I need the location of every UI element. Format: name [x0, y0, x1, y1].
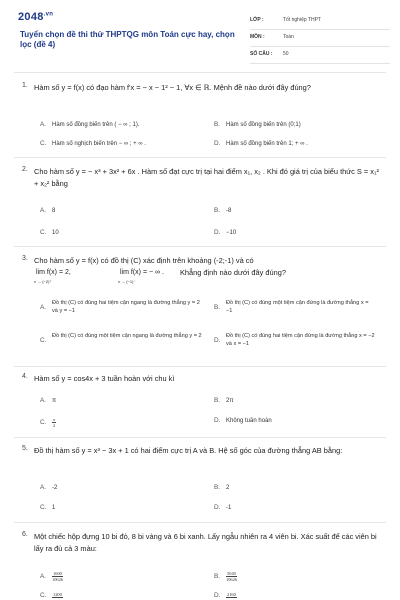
- option-b[interactable]: [214, 484, 229, 492]
- option-key: D.: [214, 337, 221, 344]
- question-number: 4.: [22, 373, 28, 380]
- option-text: -1: [226, 505, 232, 511]
- option-text: 10: [52, 230, 59, 236]
- option-text: Đồ thị (C) có đúng một tiệm cận đứng là đường thẳng x = −1: [226, 300, 369, 314]
- option-text: Đồ thị (C) có đúng một tiệm cận ngang là đường thẳng y = 2: [52, 333, 202, 339]
- option-a[interactable]: [40, 121, 140, 129]
- option-d[interactable]: [214, 417, 272, 425]
- option-b[interactable]: [214, 397, 233, 405]
- option-key: C.: [40, 229, 47, 236]
- meta-row-count: [250, 50, 390, 64]
- option-text: -8: [226, 208, 232, 214]
- option-key: D.: [214, 417, 221, 424]
- option-key: B.: [214, 484, 221, 491]
- fraction-numerator: 1600: [53, 571, 62, 576]
- option-c[interactable]: [40, 229, 59, 237]
- option-key: C.: [40, 504, 47, 511]
- option-c[interactable]: [40, 140, 146, 148]
- option-text: Hàm số đồng biến trên (0;1): [226, 122, 301, 128]
- meta-table: [250, 16, 390, 67]
- option-key: C.: [40, 592, 47, 599]
- divider: [14, 522, 386, 523]
- option-c[interactable]: [40, 332, 205, 352]
- option-key: A.: [40, 304, 47, 311]
- meta-row-subject: [250, 33, 390, 47]
- question-text: Hàm số y = cos4x + 3 tuần hoàn với chu kì: [34, 374, 175, 383]
- site-logo[interactable]: [18, 11, 53, 23]
- logo-suffix: .vn: [43, 11, 54, 18]
- question-text: Cho hàm số y = − x³ + 3x² + 6x . Hàm số đạt cực trị tại hai điểm x₁, x₂ . Khi đó giá trị của biểu thức S = x₁² + x₂² bằng: [34, 167, 379, 188]
- limit-2-sub: x → (−1)⁻: [118, 279, 136, 284]
- option-key: A.: [40, 121, 47, 128]
- option-a[interactable]: [40, 571, 63, 582]
- option-key: C.: [40, 419, 47, 427]
- option-a[interactable]: [40, 207, 55, 215]
- option-b[interactable]: [214, 121, 301, 129]
- option-d[interactable]: [214, 332, 379, 352]
- option-d[interactable]: [214, 229, 236, 237]
- divider: [14, 246, 386, 247]
- meta-value: Toán: [283, 34, 294, 40]
- limit-2: lim f(x) = − ∞ .: [120, 269, 164, 276]
- question-number: 3.: [22, 255, 28, 262]
- option-d[interactable]: [214, 504, 231, 512]
- option-text: 8: [52, 208, 56, 214]
- fraction-denominator: 10626: [226, 577, 237, 582]
- meta-label: LỚP :: [250, 17, 264, 23]
- option-fraction: [226, 592, 237, 598]
- option-key: D.: [214, 229, 221, 236]
- option-key: A.: [40, 484, 47, 491]
- question-text: Đồ thị hàm số y = x³ − 3x + 1 có hai điểm cực trị A và B. Hệ số góc của đường thẳng AB bằng:: [34, 446, 343, 455]
- option-d[interactable]: [214, 592, 237, 600]
- option-fraction: [52, 571, 63, 582]
- option-text: Đồ thị (C) có đúng hai tiệm cận ngang là đường thẳng y = 2 và y = −1: [52, 300, 200, 314]
- option-key: B.: [214, 573, 221, 581]
- question-text-tail: Khẳng định nào dưới đây đúng?: [180, 268, 286, 277]
- option-fraction: [226, 571, 237, 582]
- meta-row-class: [250, 16, 390, 30]
- limit-1-sub: x → (−2)⁺: [34, 279, 52, 284]
- fraction-numerator: 2160: [227, 592, 236, 598]
- limit-line: [34, 267, 379, 284]
- question-text: [34, 255, 379, 284]
- option-text: π: [52, 398, 57, 404]
- divider: [14, 157, 386, 158]
- option-key: D.: [214, 504, 221, 511]
- question-text: Hàm số y = f(x) có đạo hàm f'x = − x − 1² − 1, ∀x ∈ ℝ. Mệnh đề nào dưới đây đúng?: [34, 83, 311, 92]
- limit-1: lim f(x) = 2,: [36, 269, 71, 276]
- question-number: 1.: [22, 82, 28, 89]
- option-c[interactable]: [40, 592, 63, 600]
- option-text: Đồ thị (C) có đúng hai tiệm cận đứng là đường thẳng x = −2 và x = −1: [226, 333, 375, 347]
- fraction-denominator: 2: [53, 423, 56, 428]
- option-a[interactable]: [40, 484, 57, 492]
- option-key: A.: [40, 397, 47, 404]
- meta-label: SỐ CÂU :: [250, 51, 273, 57]
- option-text: Không tuần hoàn: [226, 418, 272, 424]
- question-number: 2.: [22, 166, 28, 173]
- option-key: B.: [214, 121, 221, 128]
- option-a[interactable]: [40, 397, 56, 405]
- question-text: Một chiếc hộp đựng 10 bi đỏ, 8 bi vàng và 6 bi xanh. Lấy ngẫu nhiên ra 4 viên bi. Xác suất để các viên bi lấy ra đủ cả 3 màu:: [34, 532, 377, 553]
- document-title: Tuyển chọn đề thi thử THPTQG môn Toán cực hay, chọn lọc (đề 4): [20, 30, 235, 49]
- fraction-numerator: π: [53, 417, 56, 422]
- meta-value: 50: [283, 51, 289, 57]
- fraction-numerator: 1200: [53, 592, 62, 598]
- option-text: Hàm số đồng biến trên 1; + ∞ .: [226, 141, 308, 147]
- option-text: -2: [52, 485, 58, 491]
- divider: [14, 366, 386, 367]
- option-text: 2: [226, 485, 230, 491]
- option-text: Hàm số đồng biến trên ( − ∞ ; 1).: [52, 122, 140, 128]
- option-text: −10: [226, 230, 237, 236]
- option-text: Hàm số nghịch biến trên − ∞ ; + ∞ .: [52, 141, 146, 147]
- option-key: B.: [214, 207, 221, 214]
- question-text-line: Cho hàm số y = f(x) có đồ thị (C) xác định trên khoảng (-2;-1) và có: [34, 256, 254, 265]
- option-a[interactable]: [40, 299, 205, 319]
- option-c[interactable]: [40, 504, 55, 512]
- fraction-numerator: 5040: [227, 571, 236, 576]
- option-key: A.: [40, 573, 47, 581]
- question-number: 6.: [22, 531, 28, 538]
- meta-label: MÔN :: [250, 34, 265, 40]
- option-key: B.: [214, 397, 221, 404]
- option-d[interactable]: [214, 140, 308, 148]
- option-key: D.: [214, 592, 221, 599]
- option-fraction: [52, 417, 56, 428]
- option-key: A.: [40, 207, 47, 214]
- fraction-denominator: 10626: [52, 577, 63, 582]
- option-text: 2π: [226, 398, 234, 404]
- option-key: C.: [40, 140, 47, 147]
- option-text: 1: [52, 505, 56, 511]
- divider: [14, 72, 386, 73]
- meta-value: Tốt nghiệp THPT: [283, 17, 321, 23]
- option-key: C.: [40, 337, 47, 344]
- divider: [14, 437, 386, 438]
- option-fraction: [52, 592, 63, 598]
- question-number: 5.: [22, 445, 28, 452]
- option-b[interactable]: [214, 571, 237, 582]
- option-b[interactable]: [214, 207, 231, 215]
- option-key: B.: [214, 304, 221, 311]
- option-key: D.: [214, 140, 221, 147]
- option-c[interactable]: [40, 417, 56, 428]
- document-header: [0, 0, 400, 62]
- option-b[interactable]: [214, 299, 379, 319]
- logo-text: 2048: [18, 11, 44, 23]
